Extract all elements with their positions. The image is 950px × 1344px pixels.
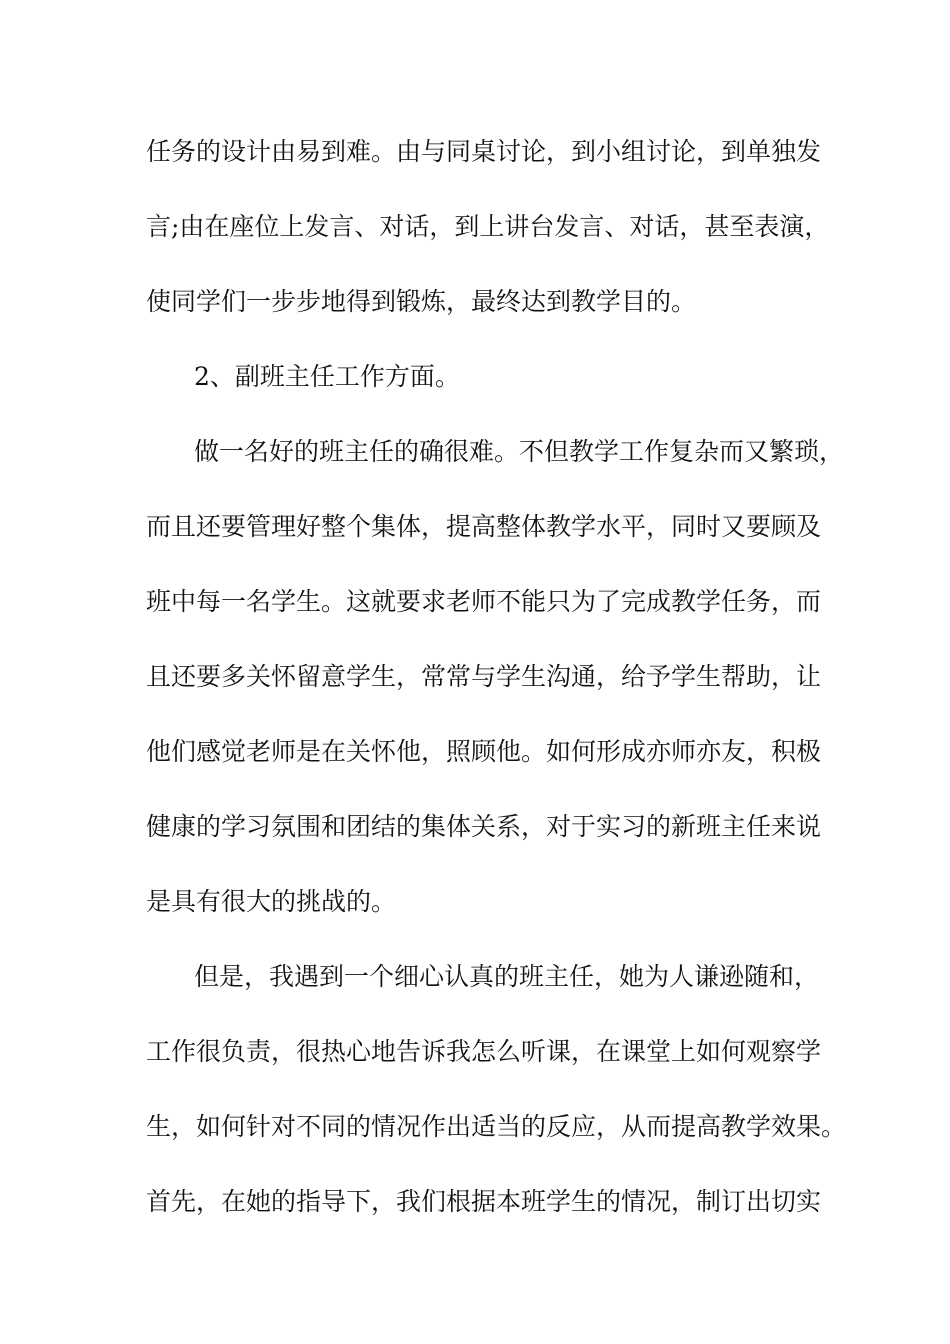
text-line: 健康的学习氛围和团结的集体关系，对于实习的新班主任来说 xyxy=(146,812,822,841)
text-line: 首先，在她的指导下，我们根据本班学生的情况，制订出切实 xyxy=(146,1187,822,1216)
text-line: 做一名好的班主任的确很难。不但教学工作复杂而又繁琐， xyxy=(194,437,845,466)
text-line: 任务的设计由易到难。由与同桌讨论，到小组讨论，到单独发 xyxy=(146,137,822,166)
text-line: 而且还要管理好整个集体，提高整体教学水平，同时又要顾及 xyxy=(146,512,822,541)
text-line: 且还要多关怀留意学生，常常与学生沟通，给予学生帮助，让 xyxy=(146,662,822,691)
section-heading: 2、副班主任工作方面。 xyxy=(194,362,460,391)
text-line: 但是，我遇到一个细心认真的班主任，她为人谦逊随和， xyxy=(194,962,820,991)
text-line: 生，如何针对不同的情况作出适当的反应，从而提高教学效果。 xyxy=(146,1112,847,1141)
text-line: 工作很负责，很热心地告诉我怎么听课，在课堂上如何观察学 xyxy=(146,1037,822,1066)
text-line: 班中每一名学生。这就要求老师不能只为了完成教学任务，而 xyxy=(146,587,822,616)
text-line: 他们感觉老师是在关怀他，照顾他。如何形成亦师亦友，积极 xyxy=(146,737,822,766)
text-line: 使同学们一步步地得到锻炼，最终达到教学目的。 xyxy=(146,287,697,316)
text-line: 言;由在座位上发言、对话，到上讲台发言、对话，甚至表演， xyxy=(146,212,830,241)
text-line: 是具有很大的挑战的。 xyxy=(146,887,397,916)
